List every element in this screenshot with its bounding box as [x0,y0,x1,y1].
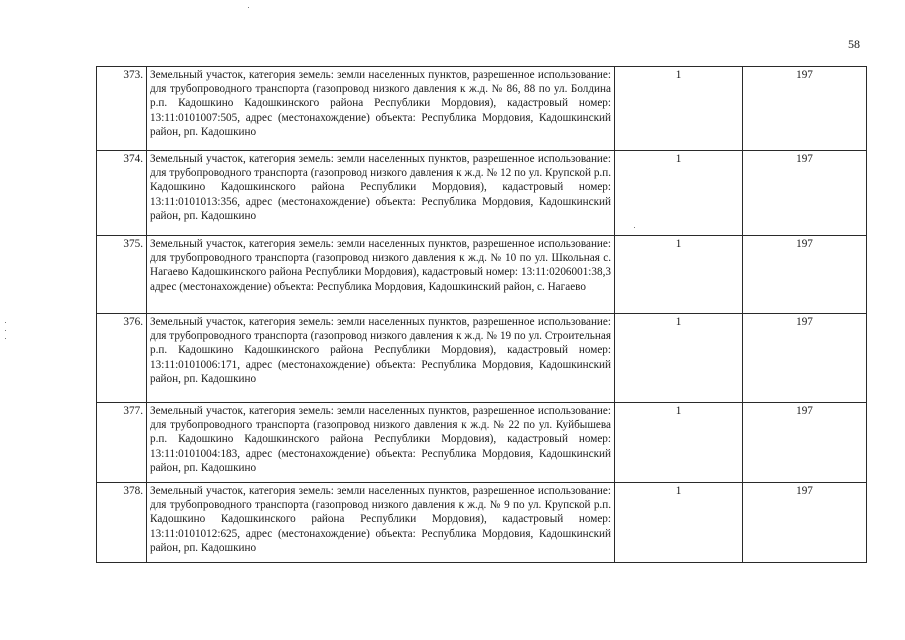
scan-speck [5,322,6,323]
row-value: 197 [743,67,867,151]
row-description: Земельный участок, категория земель: земли населенных пунктов, разрешенное использование: для трубопроводного транспорта (газопровод низкого давления к ж.д. № 10 по ул. Школьная с. Нагаево Кадошкинского района Республики Мордовия), кадастровый номер: 13:11:0206001:38,3 адрес (местонахождение) объекта: Республика Мордовия, Кадошкинский район, с. Нагаево [147,236,615,314]
row-value: 197 [743,403,867,483]
row-value: 197 [743,483,867,563]
table-row [97,483,867,563]
row-description: Земельный участок, категория земель: земли населенных пунктов, разрешенное использование: для трубопроводного транспорта (газопровод низкого давления к ж.д. № 19 по ул. Строительная р.п. Кадошкино Кадошкинского района Республики Мордовия), кадастровый номер: 13:11:0101006:171, адрес (местонахождение) объекта: Республика Мордовия, Кадошкинский район, рп. Кадошкино [147,314,615,403]
scan-speck [5,330,6,331]
table-row [97,151,867,236]
table-row [97,403,867,483]
table-row [97,314,867,403]
scan-speck [634,227,635,228]
row-quantity: 1 [615,67,743,151]
row-description: Земельный участок, категория земель: земли населенных пунктов, разрешенное использование: для трубопроводного транспорта (газопровод низкого давления к ж.д. № 12 по ул. Крупской р.п. Кадошкино Кадошкинского района Республики Мордовия), кадастровый номер: 13:11:0101013:356, адрес (местонахождение) объекта: Республика Мордовия, Кадошкинский район, рп. Кадошкино [147,151,615,236]
row-number: 376. [97,314,147,403]
scan-speck [248,7,249,8]
row-quantity: 1 [615,236,743,314]
property-registry-table [96,66,867,563]
row-number: 378. [97,483,147,563]
row-description: Земельный участок, категория земель: земли населенных пунктов, разрешенное использование: для трубопроводного транспорта (газопровод низкого давления к ж.д. № 9 по ул. Крупской р.п. Кадошкино Кадошкинского района Республики Мордовия), кадастровый номер: 13:11:0101012:625, адрес (местонахождение) объекта: Республика Мордовия, Кадошкинский район, рп. Кадошкино [147,483,615,563]
row-number: 375. [97,236,147,314]
row-number: 373. [97,67,147,151]
row-description: Земельный участок, категория земель: земли населенных пунктов, разрешенное использование: для трубопроводного транспорта (газопровод низкого давления к ж.д. № 86, 88 по ул. Болдина р.п. Кадошкино Кадошкинского района Республики Мордовия), кадастровый номер: 13:11:0101007:505, адрес (местонахождение) объекта: Республика Мордовия, Кадошкинский район, рп. Кадошкино [147,67,615,151]
row-value: 197 [743,151,867,236]
row-quantity: 1 [615,483,743,563]
row-number: 377. [97,403,147,483]
row-quantity: 1 [615,314,743,403]
row-quantity: 1 [615,151,743,236]
scan-speck [5,338,6,339]
row-description: Земельный участок, категория земель: земли населенных пунктов, разрешенное использование: для трубопроводного транспорта (газопровод низкого давления к ж.д. № 22 по ул. Куйбышева р.п. Кадошкино Кадошкинского района Республики Мордовия), кадастровый номер: 13:11:0101004:183, адрес (местонахождение) объекта: Республика Мордовия, Кадошкинский район, рп. Кадошкино [147,403,615,483]
page-number: 58 [848,37,860,51]
row-quantity: 1 [615,403,743,483]
row-value: 197 [743,314,867,403]
row-number: 374. [97,151,147,236]
table-row [97,236,867,314]
table-row [97,67,867,151]
row-value: 197 [743,236,867,314]
